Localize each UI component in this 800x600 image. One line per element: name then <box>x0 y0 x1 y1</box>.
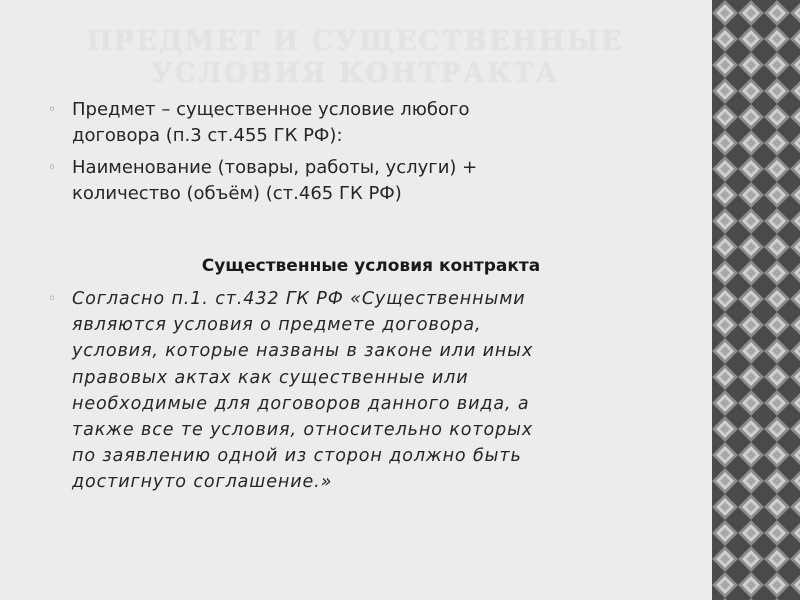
bullet-list <box>48 97 648 213</box>
bullet-text-line: Предмет – существенное условие любого <box>72 99 470 120</box>
slide-title <box>40 26 670 90</box>
section-heading: Существенные условия контракта <box>201 256 541 276</box>
bullet-icon: ◦ <box>48 102 57 118</box>
bullet-text-line: Наименование (товары, работы, услуги) + <box>72 157 478 178</box>
argyle-pattern-graphic <box>712 0 800 600</box>
quote-line: правовых актах как существенные или <box>72 367 469 388</box>
slide-title-line: ПРЕДМЕТ И СУЩЕСТВЕННЫЕ <box>86 26 624 57</box>
bullet-icon: ◦ <box>48 160 57 176</box>
quote-block <box>48 286 658 496</box>
quote-line: Согласно п.1. ст.432 ГК РФ «Существенными <box>72 289 526 309</box>
quote-line: по заявлению одной из сторон должно быть <box>72 446 522 467</box>
quote-line: также все те условия, относительно которых <box>72 420 534 441</box>
quote-line: необходимые для договоров данного вида, а <box>72 393 530 414</box>
slide-title-line: УСЛОВИЯ КОНТРАКТА <box>150 58 560 89</box>
quote-line: достигнуто соглашение.» <box>72 472 333 493</box>
bullet-icon: ◦ <box>48 291 58 307</box>
quote-line: условия, которые названы в законе или иных <box>72 341 534 362</box>
decorative-pattern <box>712 0 800 600</box>
bullet-item <box>48 155 648 207</box>
bullet-item <box>48 97 648 149</box>
bullet-text-line: количество (объём) (ст.465 ГК РФ) <box>72 183 402 204</box>
quote-line: являются условия о предмете договора, <box>72 315 482 336</box>
bullet-text-line: договора (п.3 ст.455 ГК РФ): <box>72 125 343 146</box>
